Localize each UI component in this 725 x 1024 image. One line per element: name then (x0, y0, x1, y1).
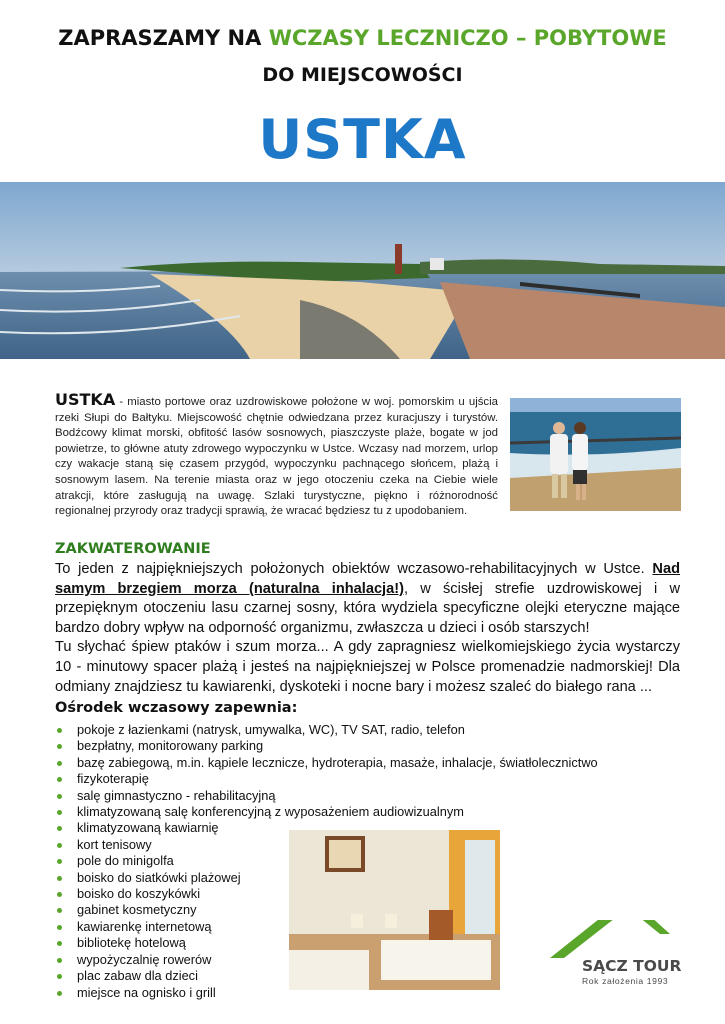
facilities-title: Ośrodek wczasowy zapewnia: (55, 700, 298, 716)
list-item: klimatyzowaną salę konferencyjną z wyposażeniem audiowizualnym (55, 804, 598, 820)
list-item: boisko do siatkówki plażowej (55, 870, 598, 886)
panorama-photo (0, 182, 725, 359)
list-item: klimatyzowaną kawiarnię (55, 820, 598, 836)
bullet-icon (57, 810, 62, 815)
bullet-icon (57, 777, 62, 782)
bullet-icon (57, 728, 62, 733)
list-item: bezpłatny, monitorowany parking (55, 738, 598, 754)
accommodation-p1-start: To jeden z najpiękniejszych położonych obiektów wczasowo-rehabilitacyjnych w Ustce. (55, 561, 653, 577)
bullet-icon (57, 826, 62, 831)
list-item: pole do minigolfa (55, 853, 598, 869)
bullet-icon (57, 991, 62, 996)
logo-tagline: Rok założenia 1993 (582, 976, 669, 986)
bullet-icon (57, 744, 62, 749)
list-item: plac zabaw dla dzieci (55, 968, 598, 984)
bullet-icon (57, 908, 62, 913)
bullet-icon (57, 843, 62, 848)
list-item: fizykoterapię (55, 771, 598, 787)
intro-text: - miasto portowe oraz uzdrowiskowe położone w woj. pomorskim u ujścia rzeki Słupi do Bałtyku. Miejscowość chętnie odwiedzana przez kuracjuszy i turystów. Bodźcowy klimat morski, obfitość lasów sosnowych, piaszczyste plaże, bogate w jod powietrze, to główne atuty zdrowego wypoczynku w Ustce. Wczasy nad morzem, urlop czy wakacje staną się czasem przygód, wypoczynku pachnącego słońcem, plażą i sosnowym lasem. Na terenie miasta oraz w jego otoczeniu czeka na Ciebie wiele atrakcji, które zasługują na uwagę. Szlaki turystyczne, piękno i różnorodność regionalnej przyrody oraz tradycji sprawią, że wracać będziesz tu z upodobaniem. (55, 396, 498, 518)
bullet-icon (57, 958, 62, 963)
list-item: salę gimnastyczno - rehabilitacyjną (55, 788, 598, 804)
list-item: kawiarenkę internetową (55, 919, 598, 935)
list-item: kort tenisowy (55, 837, 598, 853)
couple-beach-photo (510, 398, 681, 511)
list-item: gabinet kosmetyczny (55, 902, 598, 918)
bullet-icon (57, 974, 62, 979)
logo-name: SĄCZ TOUR (582, 957, 682, 975)
bullet-icon (57, 876, 62, 881)
town-title: USTKA (258, 108, 467, 171)
accommodation-p1-end: , w ścisłej strefie uzdrowiskowej i w przepięknym otoczeniu lasu czarnej sosny, która wydziela specyficzne olejki eteryczne mające bardzo dobry wpływ na odporność organizmu, zwłaszcza u dzieci i osób starszych! (55, 580, 681, 636)
intro-lead: USTKA (55, 390, 116, 409)
accommodation-text (55, 560, 680, 697)
list-item: pokoje z łazienkami (natrysk, umywalka, WC), TV SAT, radio, telefon (55, 722, 598, 738)
headline-line2: DO MIEJSCOWOŚCI (262, 64, 463, 86)
hotel-room-photo (289, 830, 500, 990)
list-item: bazę zabiegową, m.in. kąpiele lecznicze, hydroterapia, masaże, inhalacje, światłolecznictwo (55, 755, 598, 771)
headline-intro: ZAPRASZAMY NA (58, 26, 269, 50)
accommodation-highlight: Nad samym brzegiem morza (naturalna inhalacja!) (55, 561, 680, 597)
headline-offer: WCZASY LECZNICZO – POBYTOWE (268, 26, 667, 50)
intro-paragraph (55, 392, 498, 520)
accommodation-p2: Tu słychać śpiew ptaków i szum morza... A gdy zapragniesz wielkomiejskiego życia wystarczy 10 - minutowy spacer plażą i jesteś na najpiękniejszej w Polsce promenadzie nadmorskiej! Dla odmiany znajdziesz tu kawiarenki, dyskoteki i nocne bary i możesz szaleć do białego rana ... (55, 639, 680, 695)
bullet-icon (57, 892, 62, 897)
sacz-tour-logo (548, 920, 688, 990)
bullet-icon (57, 925, 62, 930)
list-item: boisko do koszykówki (55, 886, 598, 902)
list-item: bibliotekę hotelową (55, 935, 598, 951)
list-item: wypożyczalnię rowerów (55, 952, 598, 968)
bullet-icon (57, 859, 62, 864)
accommodation-title: ZAKWATEROWANIE (55, 541, 211, 557)
headline-line1 (0, 26, 725, 50)
bullet-icon (57, 761, 62, 766)
list-item: miejsce na ognisko i grill (55, 985, 598, 1001)
bullet-icon (57, 794, 62, 799)
bullet-icon (57, 941, 62, 946)
